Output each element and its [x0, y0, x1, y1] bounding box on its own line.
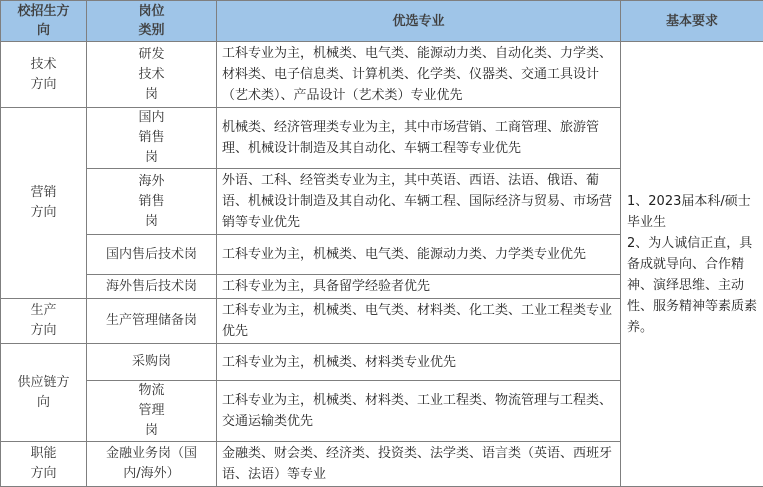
header-row — [1, 1, 763, 42]
position-cell: 海外销售岗 — [87, 169, 217, 235]
position-cell: 金融业务岗（国内/海外） — [87, 442, 217, 487]
majors-cell: 工科专业为主，机械类、电气类、能源动力类、力学类专业优先 — [217, 235, 621, 275]
majors-cell: 金融类、财会类、经济类、投资类、法学类、语言类（英语、西班牙语、法语）等专业 — [217, 442, 621, 487]
position-cell: 海外售后技术岗 — [87, 275, 217, 299]
majors-cell: 机械类、经济管理类专业为主，其中市场营销、工商管理、旅游管理、机械设计制造及其自动化、车辆工程等专业优先 — [217, 108, 621, 169]
majors-cell: 工科专业为主，机械类、电气类、能源动力类、自动化类、力学类、材料类、电子信息类、计算机类、化学类、仪器类、交通工具设计（艺术类）、产品设计（艺术类）专业优先 — [217, 42, 621, 108]
requirements-cell — [621, 42, 763, 487]
majors-cell: 外语、工科、经管类专业为主，其中英语、西语、法语、俄语、葡语、机械设计制造及其自动化、车辆工程、国际经济与贸易、市场营销等专业优先 — [217, 169, 621, 235]
header-majors: 优选专业 — [217, 1, 621, 42]
direction-cell: 供应链方向 — [1, 344, 87, 442]
position-cell: 国内销售岗 — [87, 108, 217, 169]
direction-cell: 生产方向 — [1, 299, 87, 344]
direction-cell: 营销方向 — [1, 108, 87, 299]
majors-cell: 工科专业为主，机械类、材料类、工业工程类、物流管理与工程类、交通运输类优先 — [217, 381, 621, 442]
direction-cell: 职能方向 — [1, 442, 87, 487]
position-cell: 生产管理储备岗 — [87, 299, 217, 344]
requirement-item-1: 1、2023届本科/硕士毕业生 — [627, 191, 761, 233]
position-cell: 采购岗 — [87, 344, 217, 381]
majors-cell: 工科专业为主，机械类、电气类、材料类、化工类、工业工程类专业优先 — [217, 299, 621, 344]
table-row — [1, 42, 763, 108]
direction-cell: 技术方向 — [1, 42, 87, 108]
header-direction: 校招生方向 — [1, 1, 87, 42]
requirement-item-2: 2、为人诚信正直，具备成就导向、合作精神、演绎思维、主动性、服务精神等素质素养。 — [627, 233, 761, 338]
position-cell: 物流管理岗 — [87, 381, 217, 442]
header-requirements: 基本要求 — [621, 1, 763, 42]
position-cell: 国内售后技术岗 — [87, 235, 217, 275]
majors-cell: 工科专业为主，具备留学经验者优先 — [217, 275, 621, 299]
header-position: 岗位类别 — [87, 1, 217, 42]
majors-cell: 工科专业为主，机械类、材料类专业优先 — [217, 344, 621, 381]
position-cell: 研发技术岗 — [87, 42, 217, 108]
